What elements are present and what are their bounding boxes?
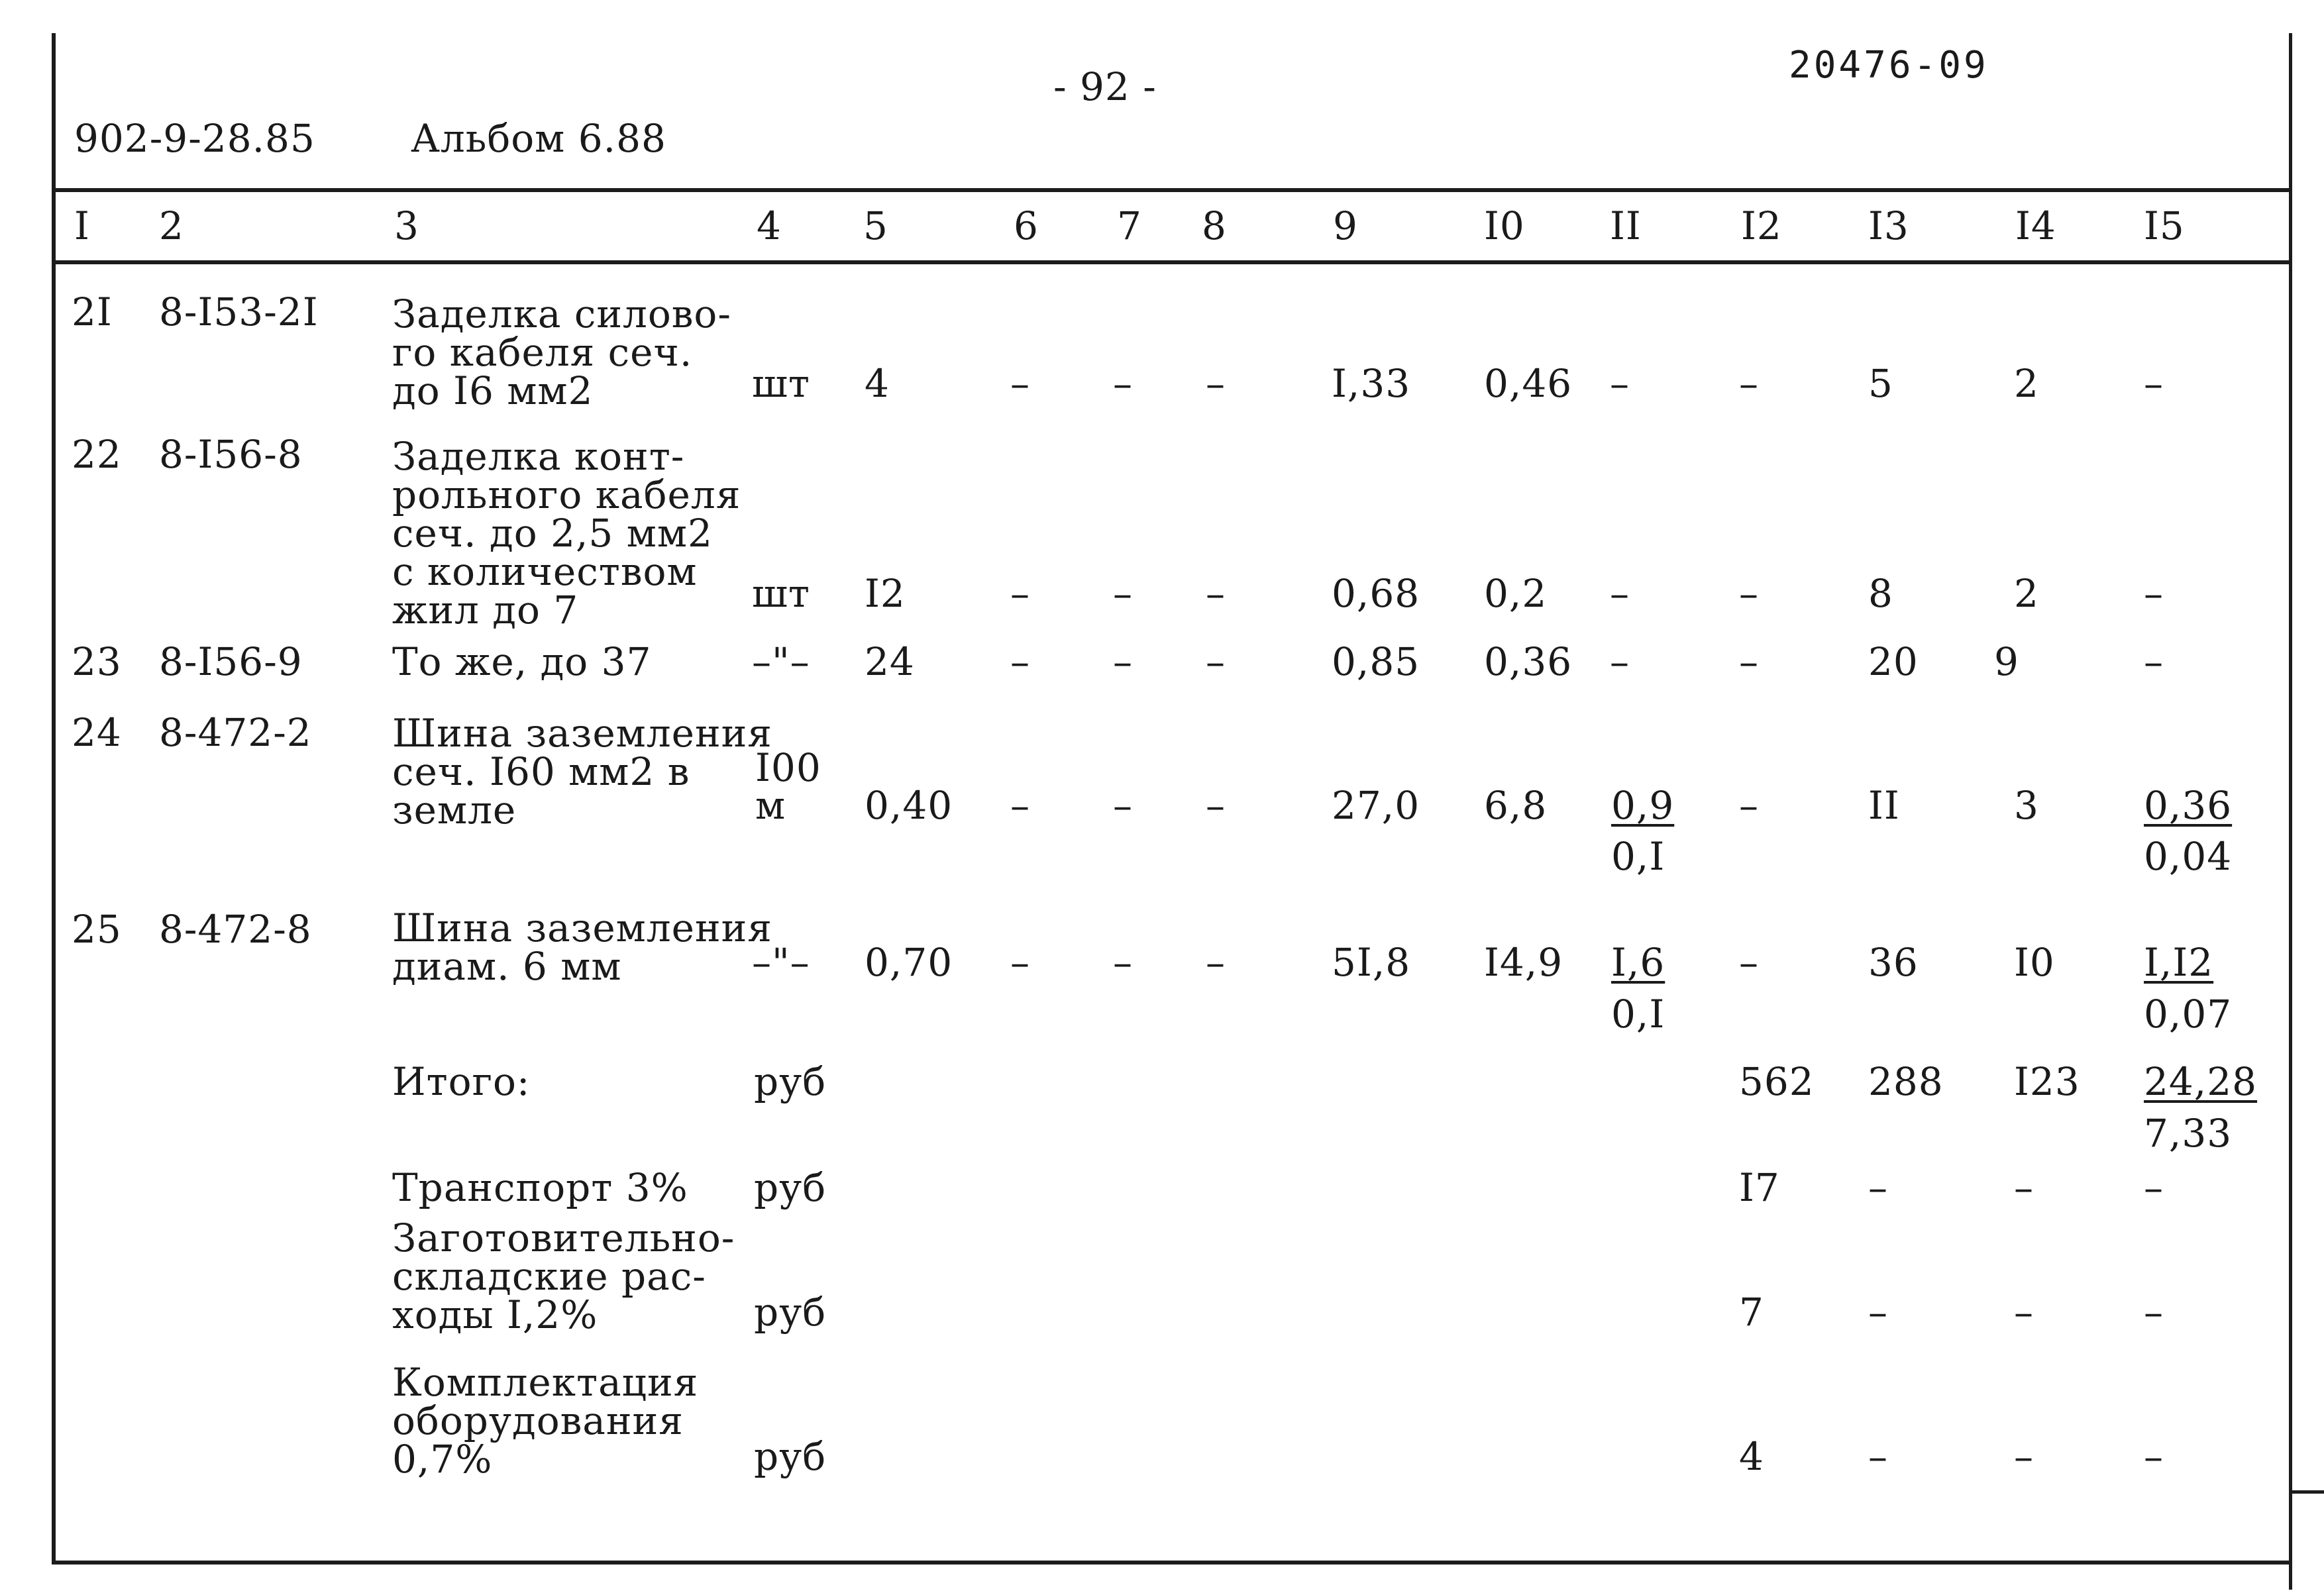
cell: 0,46: [1484, 361, 1573, 406]
cell-fraction-bottom: 0,I: [1611, 992, 1665, 1037]
summary-label: Транспорт 3%: [392, 1165, 688, 1210]
row-number: 24: [72, 710, 122, 755]
summary-label: Комплектация оборудования 0,7%: [392, 1360, 699, 1482]
column-header: 6: [1014, 203, 1039, 248]
unit: руб: [754, 1290, 827, 1335]
cell-fraction-bottom: 7,33: [2144, 1111, 2233, 1156]
cell: –: [1010, 361, 1030, 406]
cell: –: [1868, 1434, 1888, 1479]
quantity: 4: [865, 361, 890, 406]
column-header: 7: [1117, 203, 1142, 248]
column-header-rule: [56, 260, 2289, 264]
column-header: 4: [757, 203, 782, 248]
unit: шт: [752, 361, 811, 406]
cell: –: [1010, 639, 1030, 684]
column-header: 8: [1202, 203, 1227, 248]
cell: –: [1206, 639, 1226, 684]
cell: –: [1010, 783, 1030, 828]
cell: 5: [1868, 361, 1893, 406]
work-description: Заделка конт- рольного кабеля сеч. до 2,5 мм2 с количеством жил до 7: [392, 434, 741, 633]
column-header: I0: [1484, 203, 1525, 248]
cell-fraction-top: I,6: [1611, 940, 1665, 985]
cell: 36: [1868, 940, 1919, 985]
cell: –: [1739, 571, 1759, 616]
unit: шт: [752, 571, 811, 616]
column-header: I2: [1741, 203, 1782, 248]
frame-tick-mark: [2292, 1490, 2324, 1494]
cell: –: [1739, 940, 1759, 985]
work-description: Шина заземления диам. 6 мм: [392, 905, 772, 989]
cell: 9: [1994, 639, 2019, 684]
cell: –: [1610, 361, 1630, 406]
work-description: Шина заземления сеч. I60 мм2 в земле: [392, 711, 772, 833]
cell: –: [1206, 361, 1226, 406]
cell: –: [1739, 783, 1759, 828]
unit: м: [755, 783, 786, 828]
cell: I4,9: [1484, 940, 1563, 985]
cell: –: [1206, 940, 1226, 985]
quantity: 0,70: [865, 940, 953, 985]
cell: 27,0: [1332, 783, 1420, 828]
cell: –: [2144, 571, 2164, 616]
cell-fraction-top: I,I2: [2144, 940, 2214, 985]
cell: –: [2144, 639, 2164, 684]
cell-fraction-top: 0,36: [2144, 783, 2233, 828]
summary-label: Итого:: [392, 1059, 531, 1104]
cell: –: [2144, 1290, 2164, 1335]
cell: I7: [1739, 1165, 1780, 1210]
cell: –: [2144, 1434, 2164, 1479]
cell: –: [1206, 571, 1226, 616]
cell: 2: [2014, 361, 2039, 406]
rate-code: 8-472-8: [159, 907, 312, 952]
work-description: Заделка силово- го кабеля сеч. до I6 мм2: [392, 291, 731, 413]
cell: 0,85: [1332, 639, 1420, 684]
cell: –: [1739, 639, 1759, 684]
cell: 4: [1739, 1434, 1764, 1479]
unit: руб: [754, 1059, 827, 1104]
cell-fraction-bottom: 0,I: [1611, 834, 1665, 879]
cell: 2: [2014, 571, 2039, 616]
column-header: 5: [863, 203, 888, 248]
cell: –: [1868, 1165, 1888, 1210]
unit: –"–: [752, 639, 810, 684]
unit: –"–: [752, 940, 810, 985]
cell: 0,2: [1484, 571, 1548, 616]
cell: II: [1868, 783, 1900, 828]
row-number: 25: [72, 907, 122, 952]
page-number: - 92 -: [1053, 64, 1157, 109]
cell: –: [1868, 1290, 1888, 1335]
cell: –: [2144, 361, 2164, 406]
cell: 562: [1739, 1059, 1815, 1104]
cell: –: [1739, 361, 1759, 406]
cell: –: [1113, 940, 1133, 985]
cell: I,33: [1332, 361, 1411, 406]
summary-label: Заготовительно- складские рас- ходы I,2%: [392, 1215, 735, 1337]
cell-fraction-bottom: 0,04: [2144, 834, 2233, 879]
row-number: 2I: [72, 289, 113, 334]
row-number: 22: [72, 432, 122, 477]
cell: 5I,8: [1332, 940, 1411, 985]
project-code: 902-9-28.85: [74, 116, 315, 161]
column-header: II: [1610, 203, 1642, 248]
cell: –: [1113, 571, 1133, 616]
column-header: I3: [1868, 203, 1909, 248]
column-header: I4: [2015, 203, 2056, 248]
cell-fraction-top: 0,9: [1611, 783, 1675, 828]
cell: –: [2014, 1290, 2034, 1335]
cell: –: [1010, 940, 1030, 985]
cell: –: [1113, 361, 1133, 406]
album-number: Альбом 6.88: [411, 116, 666, 161]
rate-code: 8-I56-9: [159, 639, 303, 684]
unit: руб: [754, 1165, 827, 1210]
cell-fraction-top: 24,28: [2144, 1059, 2258, 1104]
cell: 0,36: [1484, 639, 1573, 684]
column-header: 3: [394, 203, 419, 248]
rate-code: 8-I56-8: [159, 432, 303, 477]
column-header: I: [74, 203, 90, 248]
cell: –: [1206, 783, 1226, 828]
cell: 20: [1868, 639, 1919, 684]
quantity: I2: [865, 571, 906, 616]
cell: –: [1610, 639, 1630, 684]
cell: –: [1113, 783, 1133, 828]
column-header: 9: [1333, 203, 1358, 248]
cell: 6,8: [1484, 783, 1548, 828]
cell: 3: [2014, 783, 2039, 828]
unit-multiplier: I00: [755, 745, 821, 790]
header-rule: [56, 188, 2289, 192]
frame-right-border: [2289, 33, 2292, 1590]
frame-bottom-border: [52, 1561, 2292, 1565]
rate-code: 8-472-2: [159, 710, 312, 755]
cell-fraction-bottom: 0,07: [2144, 992, 2233, 1037]
cell: –: [1610, 571, 1630, 616]
cell: –: [2144, 1165, 2164, 1210]
cell: –: [2014, 1165, 2034, 1210]
work-description: То же, до 37: [392, 639, 652, 684]
cell: –: [2014, 1434, 2034, 1479]
row-number: 23: [72, 639, 122, 684]
unit: руб: [754, 1434, 827, 1479]
cell: I0: [2014, 940, 2055, 985]
quantity: 24: [865, 639, 915, 684]
cell: 7: [1739, 1290, 1764, 1335]
cell: 0,68: [1332, 571, 1420, 616]
cell: I23: [2014, 1059, 2080, 1104]
cell: –: [1010, 571, 1030, 616]
rate-code: 8-I53-2I: [159, 289, 319, 334]
document-number: 20476-09: [1789, 44, 1989, 87]
column-header: I5: [2144, 203, 2185, 248]
cell: –: [1113, 639, 1133, 684]
cell: 288: [1868, 1059, 1944, 1104]
quantity: 0,40: [865, 783, 953, 828]
column-header: 2: [159, 203, 184, 248]
cell: 8: [1868, 571, 1893, 616]
